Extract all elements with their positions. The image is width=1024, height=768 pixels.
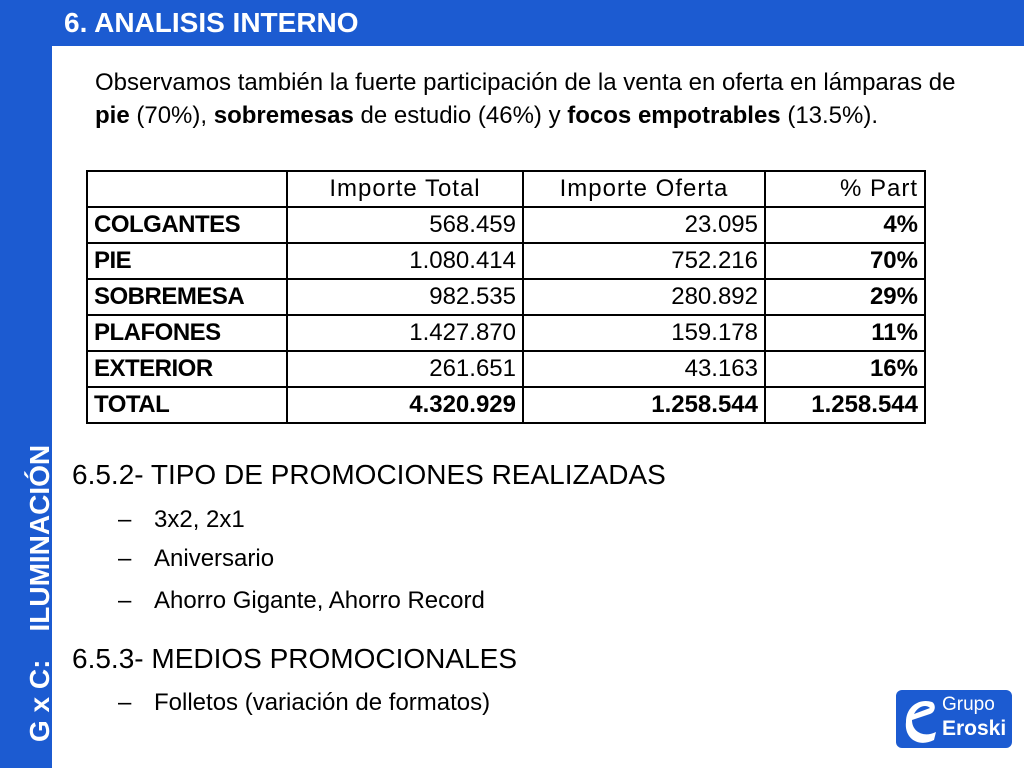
table-row bbox=[87, 351, 925, 387]
cell-importe-oferta: 752.216 bbox=[523, 243, 765, 279]
cell-importe-total: 1.080.414 bbox=[287, 243, 523, 279]
cell-part: 70% bbox=[765, 243, 925, 279]
logo-text-grupo: Grupo bbox=[942, 694, 995, 715]
logo-text-eroski: Eroski bbox=[942, 717, 1007, 740]
row-label: TOTAL bbox=[87, 387, 287, 423]
bullet-dash: – bbox=[118, 506, 132, 533]
eroski-e-icon bbox=[900, 692, 940, 746]
row-label: PLAFONES bbox=[87, 315, 287, 351]
cell-importe-oferta: 43.163 bbox=[523, 351, 765, 387]
list-item bbox=[118, 689, 490, 717]
sidebar bbox=[0, 0, 55, 768]
cell-importe-oferta: 23.095 bbox=[523, 207, 765, 243]
intro-text-3: de estudio (46%) y bbox=[353, 102, 568, 129]
sidebar-category: ILUMINACIÓN bbox=[24, 444, 55, 632]
intro-text-4: (13.5%). bbox=[780, 102, 879, 129]
table-row bbox=[87, 207, 925, 243]
cell-importe-total: 4.320.929 bbox=[287, 387, 523, 423]
header-importe-total: Importe Total bbox=[287, 171, 523, 207]
table-total-row bbox=[87, 387, 925, 423]
cell-part: 11% bbox=[765, 315, 925, 351]
list-item-text: Ahorro Gigante, Ahorro Record bbox=[154, 587, 485, 614]
title-bar bbox=[52, 0, 1024, 46]
cell-part: 29% bbox=[765, 279, 925, 315]
list-item-text: 3x2, 2x1 bbox=[154, 506, 245, 533]
row-label: SOBREMESA bbox=[87, 279, 287, 315]
table-row bbox=[87, 243, 925, 279]
header-part: % Part bbox=[765, 171, 925, 207]
table-header-row bbox=[87, 171, 925, 207]
intro-bold-1: pie bbox=[95, 102, 130, 129]
grupo-eroski-logo bbox=[896, 690, 1012, 748]
sidebar-label bbox=[26, 445, 54, 742]
cell-part: 16% bbox=[765, 351, 925, 387]
intro-text-1: Observamos también la fuerte participación de la venta en oferta en lámparas de bbox=[95, 69, 956, 96]
sales-table bbox=[86, 170, 926, 424]
cell-importe-oferta: 280.892 bbox=[523, 279, 765, 315]
section-title-promociones: 6.5.2- TIPO DE PROMOCIONES REALIZADAS bbox=[72, 459, 666, 490]
intro-text-2: (70%), bbox=[129, 102, 214, 129]
intro-bold-2: sobremesas bbox=[213, 102, 354, 129]
bullet-dash: – bbox=[118, 689, 132, 716]
table-row bbox=[87, 315, 925, 351]
bullet-dash: – bbox=[118, 587, 132, 614]
bullet-dash: – bbox=[118, 545, 132, 572]
row-label: PIE bbox=[87, 243, 287, 279]
sidebar-prefix: G x C: bbox=[24, 659, 55, 742]
header-importe-oferta: Importe Oferta bbox=[523, 171, 765, 207]
cell-part: 4% bbox=[765, 207, 925, 243]
list-item-text: Aniversario bbox=[154, 545, 275, 572]
list-item bbox=[118, 587, 485, 615]
cell-importe-oferta: 1.258.544 bbox=[523, 387, 765, 423]
table-row bbox=[87, 279, 925, 315]
page-title: 6. ANALISIS INTERNO bbox=[64, 7, 359, 38]
cell-importe-total: 982.535 bbox=[287, 279, 523, 315]
row-label: COLGANTES bbox=[87, 207, 287, 243]
list-item-text: Folletos (variación de formatos) bbox=[154, 689, 491, 716]
section-title-medios: 6.5.3- MEDIOS PROMOCIONALES bbox=[72, 643, 517, 674]
cell-importe-total: 568.459 bbox=[287, 207, 523, 243]
header-cell-empty bbox=[87, 171, 287, 207]
intro-bold-3: focos empotrables bbox=[567, 102, 781, 129]
intro-paragraph bbox=[95, 66, 985, 132]
cell-importe-total: 1.427.870 bbox=[287, 315, 523, 351]
cell-importe-total: 261.651 bbox=[287, 351, 523, 387]
cell-part: 1.258.544 bbox=[765, 387, 925, 423]
list-item bbox=[118, 545, 274, 573]
cell-importe-oferta: 159.178 bbox=[523, 315, 765, 351]
row-label: EXTERIOR bbox=[87, 351, 287, 387]
list-item bbox=[118, 506, 245, 534]
